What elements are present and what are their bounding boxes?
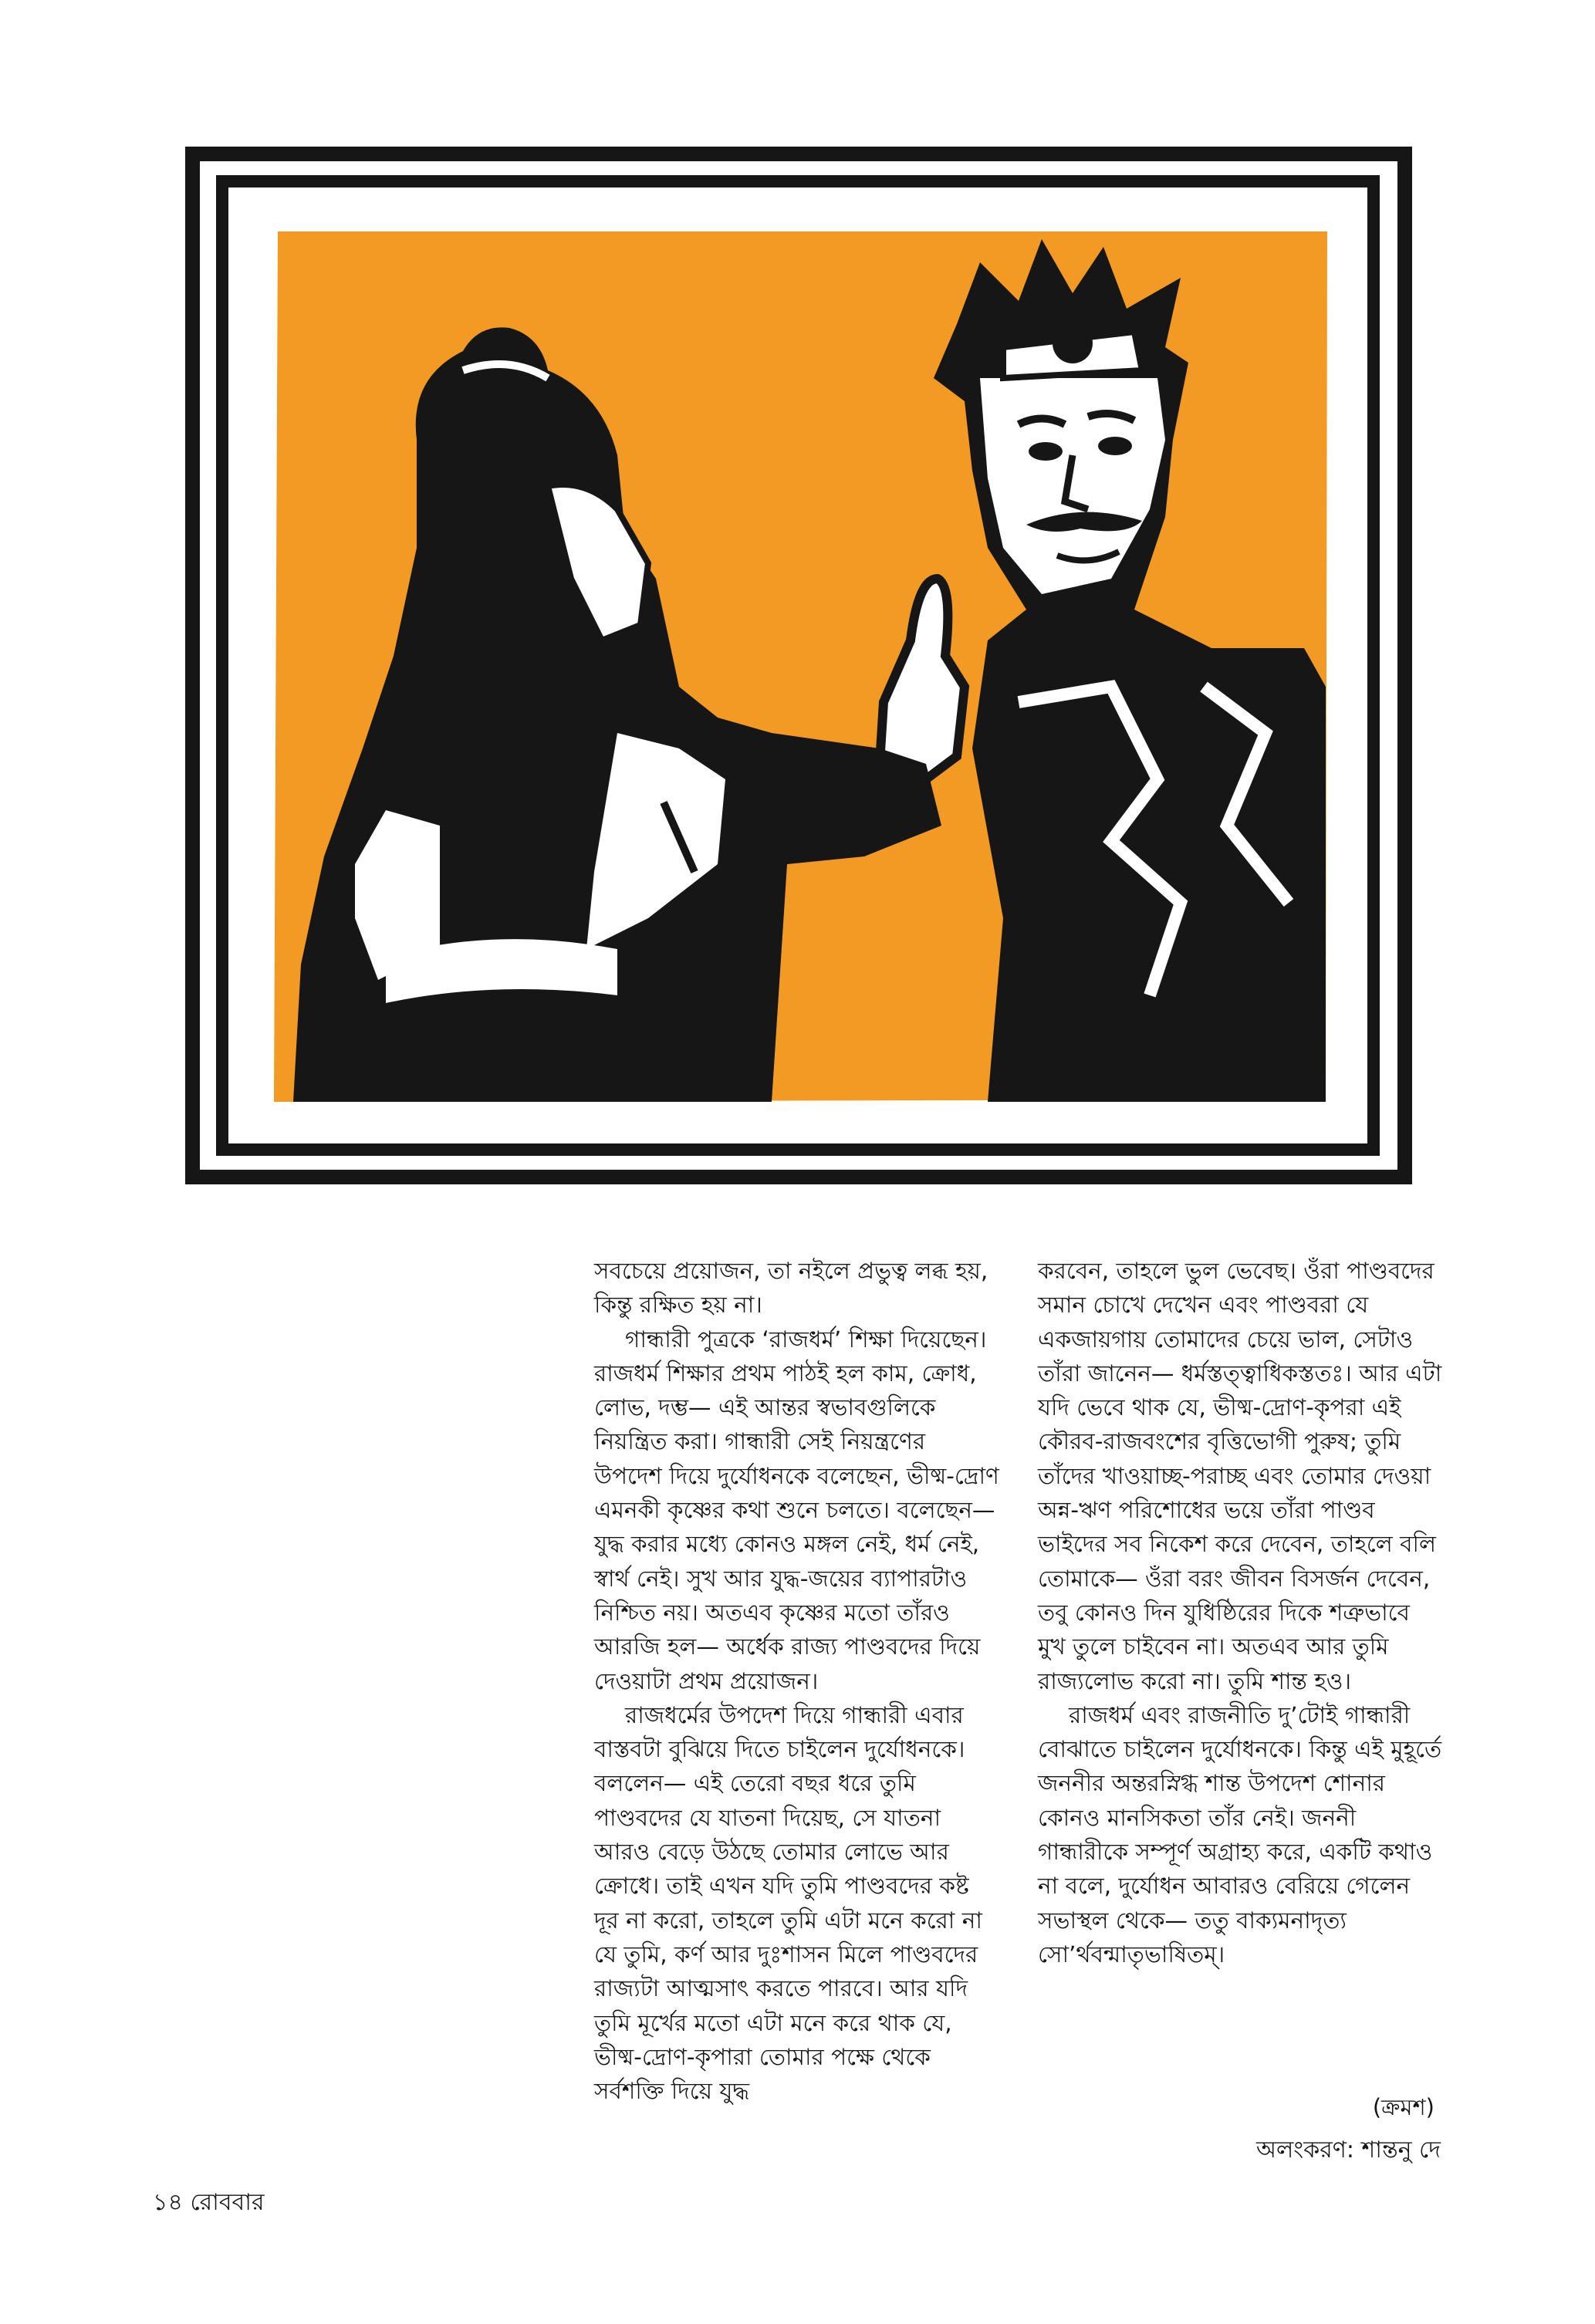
paragraph: রাজধর্মের উপদেশ দিয়ে গান্ধারী এবার বাস্তবটা বুঝিয়ে দিতে চাইলেন দুর্যোধনকে। বললেন— এই তেরো বছর ধরে তুমি পাণ্ডবদের যে যাতনা দিয়েছ, সে যাতনা আরও বেড়ে উঠছে তোমার লোভে আর ক্রোধে। তাই এখন যদি তুমি পাণ্ডবদের কষ্ট দূর না করো, তাহলে তুমি এটা মনে করো না যে তুমি, কর্ণ আর দুঃশাসন মিলে পাণ্ডবদের রাজ্যটা আত্মসাৎ করতে পারবে। আর যদি তুমি মূর্খের মতো এটা মনে করে থাক যে, ভীষ্ম-দ্রোণ-কৃপারা তোমার পক্ষে থেকে সর্বশক্তি দিয়ে যুদ্ধ — [594, 1701, 982, 2105]
paragraph: সবচেয়ে প্রয়োজন, তা নইলে প্রভুত্ব লব্ধ হয়, কিন্তু রক্ষিত হয় না। — [594, 1258, 988, 1319]
to-be-continued-label: (ক্রমশ) — [1372, 2094, 1434, 2120]
illustration-credit: অলংকরণ: শান্তনু দে — [1255, 2137, 1441, 2164]
page-number: ১৪ — [153, 2189, 183, 2216]
illustration-gandhari-duryodhana — [185, 147, 1412, 1184]
paragraph: করবেন, তাহলে ভুল ভেবেছ। ওঁরা পাণ্ডবদের সমান চোখে দেখেন এবং পাণ্ডবরা যে একজায়গায় তোমাদের চেয়ে ভাল, সেটাও তাঁরা জানেন— ধর্মস্তত্ত্বাধিকস্ততঃ। আর এটা যদি ভেবে থাক যে, ভীষ্ম-দ্রোণ-কৃপরা এই কৌরব-রাজবংশের বৃত্তিভোগী পুরুষ; তুমি তাঁদের খাওয়াচ্ছ-পরাচ্ছ এবং তোমার দেওয়া অন্ন-ঋণ পরিশোধের ভয়ে তাঁরা পাণ্ডব ভাইদের সব নিকেশ করে দেবেন, তাহলে বলি তোমাকে— ওঁরা বরং জীবন বিসর্জন দেবেন, তবু কোনও দিন যুধিষ্ঠিরের দিকে শত্রুভাবে মুখ তুলে চাইবেন না। অতএব আর তুমি রাজ্যলোভ করো না। তুমি শান্ত হও। — [1038, 1258, 1442, 1694]
page-footer — [153, 2184, 264, 2223]
article-column-right — [1038, 1254, 1443, 1971]
section-name: রোববার — [190, 2189, 265, 2216]
paragraph: রাজধর্ম এবং রাজনীতি দু’টোই গান্ধারী বোঝাতে চাইলেন দুর্যোধনকে। কিন্তু এই মুহূর্তে জননীর অন্তরস্নিগ্ধ শান্ত উপদেশ শোনার কোনও মানসিকতা তাঁর নেই। জননী গান্ধারীকে সম্পূর্ণ অগ্রাহ্য করে, একটি কথাও না বলে, দুর্যোধন আবারও বেরিয়ে গেলেন সভাস্থল থেকে— ততু বাক্যমনাদৃত্য সো’র্থবন্মাতৃভাষিতম্। — [1038, 1701, 1442, 1968]
article-column-left — [594, 1254, 999, 2108]
paragraph: গান্ধারী পুত্রকে ‘রাজধর্ম’ শিক্ষা দিয়েছেন। রাজধর্ম শিক্ষার প্রথম পাঠই হল কাম, ক্রোধ, লোভ, দম্ভ— এই আন্তর স্বভাবগুলিকে নিয়ন্ত্রিত করা। গান্ধারী সেই নিয়ন্ত্রণের উপদেশ দিয়ে দুর্যোধনকে বলেছেন, ভীষ্ম-দ্রোণ এমনকী কৃষ্ণের কথা শুনে চলতে। বলেছেন— যুদ্ধ করার মধ্যে কোনও মঙ্গল নেই, ধর্ম নেই, স্বার্থ নেই। সুখ আর যুদ্ধ-জয়ের ব্যাপারটাও নিশ্চিত নয়। অতএব কৃষ্ণের মতো তাঁরও আরজি হল— অর্ধেক রাজ্য পাণ্ডবদের দিয়ে দেওয়াটা প্রথম প্রয়োজন। — [594, 1326, 999, 1694]
